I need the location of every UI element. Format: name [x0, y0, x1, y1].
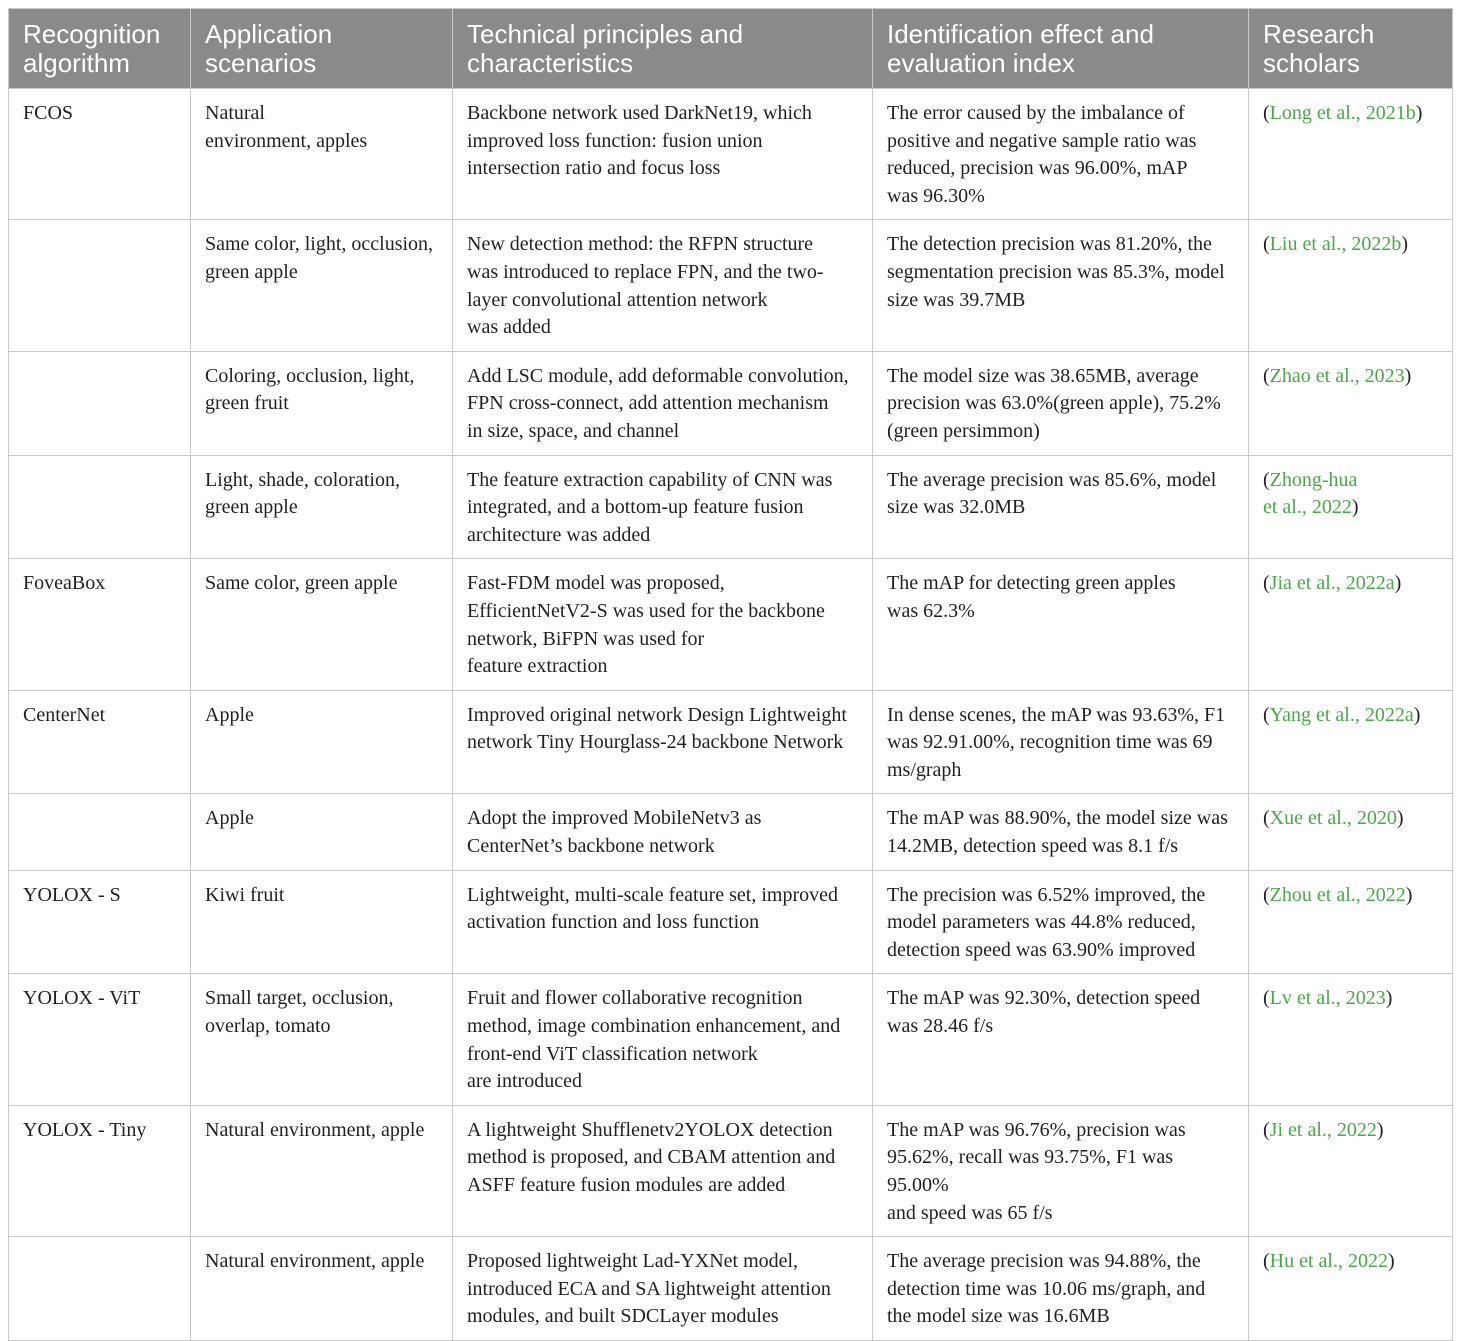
citation-paren-open: (: [1263, 703, 1270, 726]
table-row: [9, 455, 1453, 559]
table-row: [9, 89, 1453, 220]
header-identification-effect: Identification effect and evaluation index: [873, 9, 1249, 89]
cell-research-scholars: [1249, 974, 1453, 1105]
table-row: [9, 220, 1453, 351]
citation-paren-open: (: [1263, 233, 1270, 256]
cell-evaluation-index: The detection precision was 81.20%, the segmentation precision was 85.3%, model size was 39.7MB: [873, 220, 1249, 351]
header-application-scenarios: Application scenarios: [191, 9, 453, 89]
citation-paren-close: ): [1401, 233, 1408, 256]
cell-technical-principles: The feature extraction capability of CNN was integrated, and a bottom-up feature fusion architecture was added: [453, 455, 873, 559]
citation-link[interactable]: Yang et al., 2022a: [1269, 703, 1414, 726]
cell-research-scholars: [1249, 351, 1453, 455]
cell-evaluation-index: The precision was 6.52% improved, the model parameters was 44.8% reduced, detection speed was 63.90% improved: [873, 870, 1249, 974]
citation-paren-open: (: [1263, 807, 1270, 830]
table-row: [9, 870, 1453, 974]
cell-application-scenarios: Apple: [191, 690, 453, 794]
citation-link[interactable]: Long et al., 2021b: [1269, 102, 1416, 124]
citation-paren-close: ): [1405, 883, 1413, 906]
citation-paren-close: ): [1404, 364, 1412, 387]
table-row: [9, 794, 1453, 870]
cell-algorithm: YOLOX - ViT: [9, 974, 191, 1105]
table-row: [9, 690, 1453, 794]
citation-link[interactable]: Hu et al., 2022: [1269, 1250, 1388, 1273]
cell-algorithm: [9, 455, 191, 559]
cell-evaluation-index: The mAP was 88.90%, the model size was 14.2MB, detection speed was 8.1 f/s: [873, 794, 1249, 870]
citation-link[interactable]: Zhong-hua et al., 2022: [1263, 468, 1358, 519]
cell-research-scholars: [1249, 1105, 1453, 1236]
cell-research-scholars: [1249, 220, 1453, 351]
cell-technical-principles: Improved original network Design Lightweight network Tiny Hourglass-24 backbone Network: [453, 690, 873, 794]
table-row: [9, 1105, 1453, 1236]
header-row: [9, 9, 1453, 89]
cell-technical-principles: Fast-FDM model was proposed, EfficientNetV2-S was used for the backbone network, BiFPN was used for feature extraction: [453, 559, 873, 690]
cell-algorithm: FCOS: [9, 89, 191, 220]
cell-evaluation-index: The average precision was 85.6%, model size was 32.0MB: [873, 455, 1249, 559]
cell-technical-principles: Backbone network used DarkNet19, which improved loss function: fusion union intersection ratio and focus loss: [453, 89, 873, 220]
citation-link[interactable]: Zhao et al., 2023: [1269, 364, 1405, 387]
cell-evaluation-index: The error caused by the imbalance of positive and negative sample ratio was reduced, precision was 96.00%, mAP was 96.30%: [873, 89, 1249, 220]
cell-application-scenarios: Apple: [191, 794, 453, 870]
header-research-scholars: Research scholars: [1249, 9, 1453, 89]
citation-paren-close: ): [1376, 1118, 1384, 1141]
cell-application-scenarios: Light, shade, coloration, green apple: [191, 455, 453, 559]
citation-paren-open: (: [1263, 468, 1270, 491]
citation-paren-open: (: [1263, 1250, 1270, 1273]
cell-evaluation-index: The mAP was 96.76%, precision was 95.62%, recall was 93.75%, F1 was 95.00% and speed was 65 f/s: [873, 1105, 1249, 1236]
cell-application-scenarios: Natural environment, apple: [191, 1105, 453, 1236]
cell-evaluation-index: The average precision was 94.88%, the detection time was 10.06 ms/graph, and the model size was 16.6MB: [873, 1237, 1249, 1341]
table-row: [9, 974, 1453, 1105]
citation-paren-close: ): [1415, 102, 1423, 124]
citation-paren-close: ): [1396, 807, 1404, 830]
header-technical-principles: Technical principles and characteristics: [453, 9, 873, 89]
cell-technical-principles: Proposed lightweight Lad-YXNet model, introduced ECA and SA lightweight attention modules, and built SDCLayer modules: [453, 1237, 873, 1341]
cell-algorithm: [9, 1237, 191, 1341]
cell-application-scenarios: Same color, light, occlusion, green apple: [191, 220, 453, 351]
cell-evaluation-index: In dense scenes, the mAP was 93.63%, F1 was 92.91.00%, recognition time was 69 ms/graph: [873, 690, 1249, 794]
cell-application-scenarios: Coloring, occlusion, light, green fruit: [191, 351, 453, 455]
cell-technical-principles: A lightweight Shufflenetv2YOLOX detection method is proposed, and CBAM attention and ASFF feature fusion modules are added: [453, 1105, 873, 1236]
citation-paren-close: ): [1385, 987, 1393, 1010]
cell-research-scholars: [1249, 1237, 1453, 1341]
cell-evaluation-index: The mAP for detecting green apples was 62.3%: [873, 559, 1249, 690]
cell-application-scenarios: Kiwi fruit: [191, 870, 453, 974]
cell-application-scenarios: Same color, green apple: [191, 559, 453, 690]
table-container: [8, 8, 1452, 1341]
cell-algorithm: YOLOX - S: [9, 870, 191, 974]
cell-research-scholars: [1249, 794, 1453, 870]
citation-paren-open: (: [1263, 987, 1270, 1010]
citation-paren-close: ): [1394, 572, 1402, 595]
cell-evaluation-index: The model size was 38.65MB, average precision was 63.0%(green apple), 75.2% (green persimmon): [873, 351, 1249, 455]
table-row: [9, 351, 1453, 455]
cell-algorithm: YOLOX - Tiny: [9, 1105, 191, 1236]
table-row: [9, 559, 1453, 690]
cell-research-scholars: [1249, 455, 1453, 559]
citation-paren-close: ): [1413, 703, 1421, 726]
cell-application-scenarios: Small target, occlusion, overlap, tomato: [191, 974, 453, 1105]
cell-technical-principles: Adopt the improved MobileNetv3 as CenterNet’s backbone network: [453, 794, 873, 870]
cell-technical-principles: New detection method: the RFPN structure was introduced to replace FPN, and the two- layer convolutional attention network was added: [453, 220, 873, 351]
citation-link[interactable]: Ji et al., 2022: [1269, 1118, 1377, 1141]
cell-research-scholars: [1249, 89, 1453, 220]
cell-technical-principles: Add LSC module, add deformable convolution, FPN cross-connect, add attention mechanism in size, space, and channel: [453, 351, 873, 455]
citation-link[interactable]: Jia et al., 2022a: [1269, 572, 1395, 595]
cell-application-scenarios: Natural environment, apples: [191, 89, 453, 220]
citation-paren-open: (: [1263, 572, 1270, 595]
citation-paren-close: ): [1351, 496, 1359, 519]
cell-application-scenarios: Natural environment, apple: [191, 1237, 453, 1341]
table-row: [9, 1237, 1453, 1341]
cell-algorithm: FoveaBox: [9, 559, 191, 690]
citation-paren-open: (: [1263, 883, 1270, 906]
citation-link[interactable]: Zhou et al., 2022: [1269, 883, 1406, 906]
cell-research-scholars: [1249, 559, 1453, 690]
cell-technical-principles: Fruit and flower collaborative recognition method, image combination enhancement, and front-end ViT classification network are introduced: [453, 974, 873, 1105]
citation-link[interactable]: Liu et al., 2022b: [1269, 233, 1402, 256]
cell-algorithm: [9, 351, 191, 455]
recognition-algorithm-table: [8, 8, 1453, 1341]
citation-paren-open: (: [1263, 364, 1270, 387]
header-recognition-algorithm: Recognition algorithm: [9, 9, 191, 89]
citation-paren-open: (: [1263, 102, 1270, 124]
cell-technical-principles: Lightweight, multi-scale feature set, improved activation function and loss function: [453, 870, 873, 974]
cell-algorithm: [9, 794, 191, 870]
citation-link[interactable]: Xue et al., 2020: [1269, 807, 1397, 830]
cell-algorithm: CenterNet: [9, 690, 191, 794]
cell-evaluation-index: The mAP was 92.30%, detection speed was 28.46 f/s: [873, 974, 1249, 1105]
cell-algorithm: [9, 220, 191, 351]
citation-paren-open: (: [1263, 1118, 1270, 1141]
citation-paren-close: ): [1387, 1250, 1395, 1273]
cell-research-scholars: [1249, 870, 1453, 974]
citation-link[interactable]: Lv et al., 2023: [1269, 987, 1386, 1010]
cell-research-scholars: [1249, 690, 1453, 794]
